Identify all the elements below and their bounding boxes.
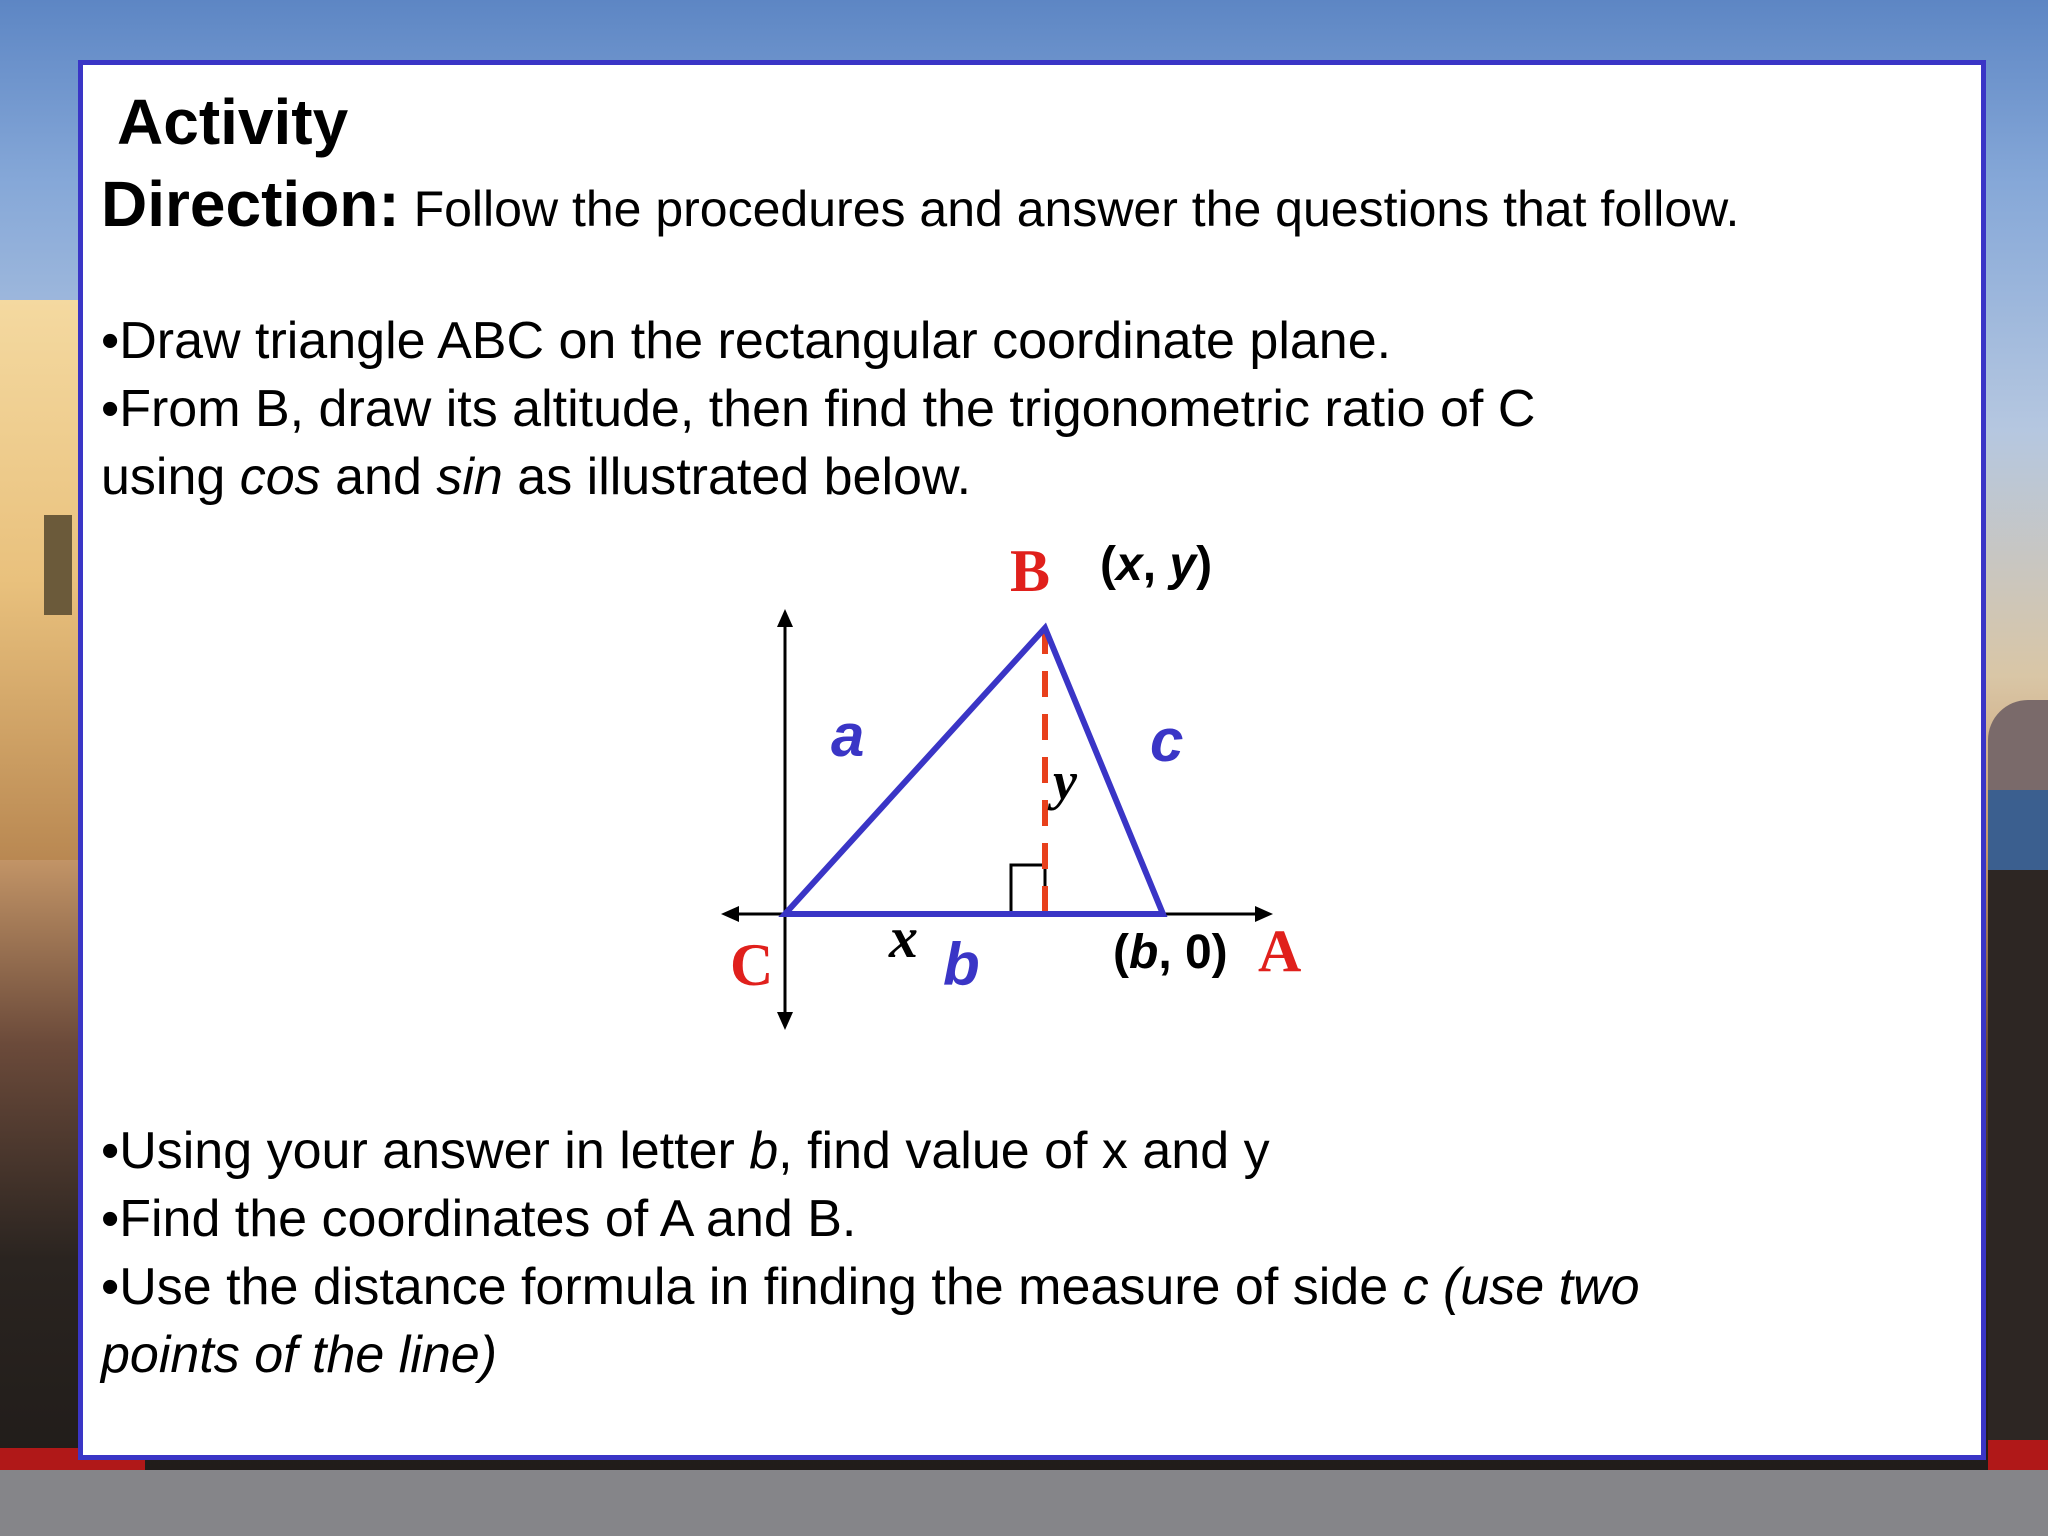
instruction-find-x-y bbox=[101, 1117, 1901, 1185]
triangle-abc bbox=[785, 628, 1163, 914]
right-angle-marker bbox=[1011, 865, 1045, 914]
background-window bbox=[44, 515, 72, 615]
cos-term: cos bbox=[239, 448, 321, 506]
background-sea bbox=[1988, 790, 2048, 870]
instruction-draw-triangle: •Draw triangle ABC on the rectangular coordinate plane. bbox=[101, 312, 1392, 370]
slide-bottom-bar bbox=[0, 1470, 2048, 1536]
instruction-points-of-line: points of the line) bbox=[101, 1326, 498, 1384]
side-c-label: c bbox=[1150, 707, 1184, 774]
background-hill bbox=[1988, 700, 2048, 800]
instruction-distance-formula bbox=[101, 1253, 1901, 1321]
vertex-a-paren-open: ( bbox=[1113, 926, 1129, 979]
side-a-label: a bbox=[831, 702, 865, 769]
slide-content-panel bbox=[78, 60, 1986, 1460]
vertex-b-y: y bbox=[1169, 538, 1197, 591]
instructions-bottom bbox=[101, 1117, 1901, 1389]
vertex-a-rest: , 0) bbox=[1158, 926, 1228, 979]
y-axis-arrow-down bbox=[777, 1012, 793, 1030]
slide-title: Activity bbox=[117, 86, 349, 158]
segment-x-label: x bbox=[889, 905, 918, 970]
vertex-a-b: b bbox=[1128, 926, 1159, 979]
instruction-find-x-y-pre: •Using your answer in letter bbox=[101, 1122, 750, 1180]
vertex-b-comma: , bbox=[1142, 538, 1170, 591]
vertex-b-paren-open: ( bbox=[1100, 538, 1116, 591]
instruction-distance-formula-cont bbox=[101, 1321, 1901, 1389]
direction-text: Follow the procedures and answer the questions that follow. bbox=[399, 181, 1740, 237]
vertex-c-label: C bbox=[730, 932, 774, 998]
vertex-a-coordinates bbox=[1113, 926, 1228, 979]
sin-term: sin bbox=[436, 448, 503, 506]
instruction-find-coordinates: •Find the coordinates of A and B. bbox=[101, 1190, 857, 1248]
vertex-b-x: x bbox=[1115, 538, 1143, 591]
accent-strip-right bbox=[1988, 1440, 2048, 1470]
side-b-label: b bbox=[943, 931, 980, 998]
instruction-cos-sin-mid: and bbox=[320, 448, 437, 506]
instruction-draw-altitude: •From B, draw its altitude, then find the trigonometric ratio of C bbox=[101, 380, 1536, 438]
altitude-y-label: y bbox=[1053, 751, 1077, 811]
vertex-b-paren-close: ) bbox=[1196, 538, 1213, 591]
vertex-a-label: A bbox=[1258, 918, 1302, 984]
instruction-distance-formula-italic: c (use two bbox=[1402, 1258, 1640, 1316]
vertex-b-label: B bbox=[1010, 538, 1051, 604]
letter-b-term: b bbox=[749, 1122, 779, 1180]
instruction-cos-sin-pre: using bbox=[101, 448, 240, 506]
y-axis-arrow-up bbox=[777, 609, 793, 627]
instruction-find-x-y-post: , find value of x and y bbox=[778, 1122, 1270, 1180]
x-axis-arrow-left bbox=[721, 906, 739, 922]
background-rocks bbox=[1988, 870, 2048, 1450]
vertex-b-coordinates bbox=[1100, 538, 1212, 591]
direction-label: Direction: bbox=[101, 168, 400, 240]
instruction-distance-formula-pre: •Use the distance formula in finding the measure of side bbox=[101, 1258, 1403, 1316]
instruction-cos-sin-post: as illustrated below. bbox=[502, 448, 972, 506]
